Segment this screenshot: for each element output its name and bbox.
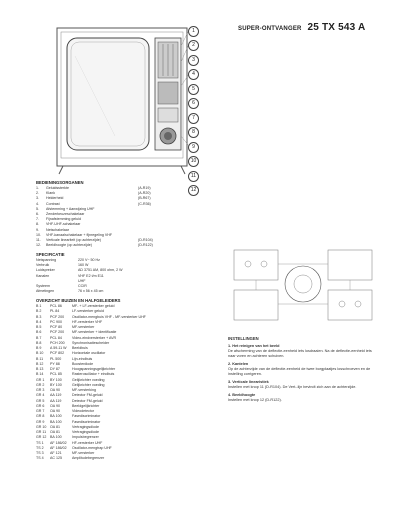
list-item: 2. Klank (A-R20) <box>36 191 151 196</box>
table-cell: BA 100 <box>50 435 62 440</box>
table-cell: B 8 <box>36 340 42 345</box>
list-item: 12. Beeldhoogte (op achterzijde) (D-R122) <box>36 243 153 248</box>
table-cell: HF-versterker UHF <box>72 440 103 445</box>
table-cell: MF-versterker <box>72 451 95 455</box>
table-cell: MF-versterker + identificatie <box>72 330 117 335</box>
table-cell: GR 8 <box>36 414 45 419</box>
table-cell: B 9 <box>36 346 42 350</box>
table-cell: PL 84 <box>50 309 60 314</box>
table-cell: AF 186/02 <box>50 445 67 450</box>
callout-3: 3 <box>188 53 204 68</box>
table-cell: PCL 86 <box>50 304 62 308</box>
table-row <box>36 456 182 461</box>
table-cell: B 10 <box>36 351 44 356</box>
table-cell: Oscillator-mengtrap UHF <box>72 445 112 450</box>
table-cell: PCF 80 <box>50 325 63 329</box>
table-cell: B 7 <box>36 335 42 340</box>
spec-list <box>36 258 123 294</box>
callout-10: 10 <box>188 155 204 170</box>
table-cell: Hoogspanningsgelijkrichter <box>72 367 116 371</box>
list-item: 4. Beeldhoogte Instellen met knop 12 (D-R122). <box>228 393 282 402</box>
table-cell: BA 100 <box>50 414 62 419</box>
list-item: 5. Afstemming + Aanwijzing UHF <box>36 206 95 211</box>
table-cell: MF- + LF-versterker geluid <box>72 304 115 308</box>
tubes-table <box>36 304 182 462</box>
list-item: Netspanning 220 V~ 50 Hz <box>36 258 100 262</box>
callout-4: 4 <box>188 68 204 83</box>
table-cell: OA 81 <box>50 430 60 434</box>
table-cell: Beeldgelijkrichter <box>72 403 100 408</box>
table-cell: GR 4 <box>36 393 45 398</box>
list-item: 1. Geluidssterkte (A-R19) <box>36 186 151 190</box>
callout-8: 8 <box>188 126 204 141</box>
callout-9: 9 <box>188 140 204 155</box>
list-item: 11. Verticale lineariteit (op achterzijde) (D-R104) <box>36 238 153 243</box>
table-cell: GR 6 <box>36 403 45 408</box>
list-item: Verbruik 160 W <box>36 263 89 268</box>
table-cell: Boosterdiode <box>72 361 94 366</box>
table-cell: Gelijkrichter voeding <box>72 382 105 387</box>
table-cell: BY 100 <box>50 377 62 382</box>
list-item: Luidspreker AD 3751 AM, 800 ohm, 2 W <box>36 268 123 273</box>
table-cell: AF 121 <box>50 451 62 455</box>
table-cell: TS 4 <box>36 456 44 461</box>
table-cell: MF-versterking <box>72 388 96 392</box>
callout-12: 12 <box>188 184 204 199</box>
table-cell: DY 87 <box>50 367 60 371</box>
table-cell: Videodetector <box>72 409 95 413</box>
controls-heading: BEDIENINGSORGANEN <box>36 180 84 185</box>
list-item: 9. Netschakelaar <box>36 227 69 232</box>
callout-7: 7 <box>188 111 204 126</box>
callout-5: 5 <box>188 82 204 97</box>
table-cell: AA 119 <box>50 393 62 398</box>
table-cell: Detector FM-geluid <box>72 398 103 403</box>
list-item: 4. Contrast (C-R36) <box>36 201 151 206</box>
table-cell: Video-eindversterker + AVR <box>72 335 117 340</box>
list-item: 1. Het reinigen van het beeld De afscherming van de deflectie-eenheid iets losdraaien. Na de deflectie-eenheid iets naar voren en achteren schuiven. <box>228 344 372 358</box>
list-item: 3. Helderheid (B-R67) <box>36 196 151 201</box>
list-item: UHF <box>78 278 86 283</box>
table-cell: GR 12 <box>36 435 47 440</box>
table-cell: B 12 <box>36 361 44 366</box>
table-cell: BY 100 <box>50 382 62 387</box>
table-cell: Vertragingsdiode <box>72 430 99 434</box>
table-cell: Horizontale oscillator <box>72 351 106 356</box>
table-cell: GR 2 <box>36 382 45 387</box>
table-cell: Fasediscriminator <box>72 419 101 424</box>
tv-front-illustration <box>55 26 190 176</box>
instructions-list <box>228 344 378 403</box>
controls-list <box>36 186 178 248</box>
title-prefix: SUPER-ONTVANGER <box>238 26 302 32</box>
table-cell: PC 900 <box>50 319 62 324</box>
table-cell: GR 7 <box>36 409 45 413</box>
table-cell: B 5 <box>36 325 42 329</box>
spec-heading: SPECIFICATIE <box>36 252 65 257</box>
table-cell: MF-versterker <box>72 325 95 329</box>
table-cell: B 3 <box>36 314 42 319</box>
table-cell: PCF 802 <box>50 351 65 356</box>
table-cell: Oscillator-mengbuis VHF - MF-versterker UHF <box>72 314 146 319</box>
table-cell: HF-versterker VHF <box>72 319 103 324</box>
table-cell: GR 3 <box>36 388 45 392</box>
list-item: 6. Zenderkeuzeschakelaar <box>36 212 85 217</box>
table-cell: OA 90 <box>50 403 60 408</box>
callout-6: 6 <box>188 97 204 112</box>
table-cell: PCF 200 <box>50 330 65 335</box>
table-cell: Impulsbegrenzer <box>72 435 99 440</box>
table-cell: PY 88 <box>50 361 60 366</box>
table-cell: Lijn-eindbuis <box>72 356 93 361</box>
table-cell: Fasediscriminator <box>72 414 101 419</box>
table-cell: B 14 <box>36 372 44 377</box>
table-cell: GR 9 <box>36 419 45 424</box>
table-cell: PCL 85 <box>50 372 62 377</box>
list-item: Systeem CCIR <box>36 284 87 289</box>
tubes-heading: OVERZICHT BUIZEN EN HALFGELEIDERS <box>36 298 121 303</box>
table-cell: AC 125 <box>50 456 62 461</box>
callout-11: 11 <box>188 169 204 184</box>
table-cell: Amplitudebegrenzer <box>72 456 105 461</box>
table-cell: B 2 <box>36 309 42 314</box>
table-cell: AA 119 <box>50 398 62 403</box>
table-cell: TS 2 <box>36 445 44 450</box>
table-cell: Beeldbuis <box>72 346 88 350</box>
table-cell: OA 90 <box>50 409 60 413</box>
table-cell: B 1 <box>36 304 42 308</box>
table-cell: Gelijkrichter voeding <box>72 377 105 382</box>
list-item: Kanalen VHF E2 t/m E11 <box>36 273 104 278</box>
circuit-diagram <box>228 244 378 332</box>
list-item: 10. VHF-kanaalschakelaar + fijnregeling VHF <box>36 232 113 237</box>
table-cell: GR 1 <box>36 377 45 382</box>
table-cell: GR 10 <box>36 424 47 429</box>
table-cell: GR 5 <box>36 398 45 403</box>
list-item: 2. Kantelen Op de achterzijde van de deflectie-eenheid de twee borgplaatjes losschroeven en de instelling corrigeren. <box>228 362 371 376</box>
table-cell: OA 90 <box>50 388 60 392</box>
table-cell: PCH 200 <box>50 340 65 345</box>
table-cell: Rasteroscillator + eindbuis <box>72 372 115 377</box>
callout-2: 2 <box>188 39 204 54</box>
list-item: 8. VHF-UHF-schakelaar <box>36 222 81 227</box>
table-cell: TS 1 <box>36 440 44 445</box>
page-title <box>238 22 365 33</box>
table-cell: GR 11 <box>36 430 47 434</box>
table-cell: BA 100 <box>50 419 62 424</box>
table-cell: B 11 <box>36 356 44 361</box>
table-cell: Detector FM-geluid <box>72 393 103 398</box>
table-cell: Vertragingsdiode <box>72 424 99 429</box>
instructions-heading: INSTELLINGEN <box>228 336 259 341</box>
model-number: 25 TX 543 A <box>307 22 366 33</box>
table-cell: LF-versterker geluid <box>72 309 104 314</box>
table-cell: TS 3 <box>36 451 44 455</box>
table-cell: OA 81 <box>50 424 60 429</box>
table-cell: Synchronisatiescheider <box>72 340 110 345</box>
list-item: Afmetingen 76 x 56 x 45 cm <box>36 289 104 294</box>
table-cell: A 59-11 W <box>50 346 67 350</box>
list-item: 7. Fijnafstemming geluid <box>36 217 81 222</box>
table-cell: PL 500 <box>50 356 62 361</box>
table-cell: PCF 200 <box>50 314 65 319</box>
callout-1: 1 <box>188 24 204 39</box>
list-item: 3. Verticale linearistiek Instellen met knop 11 (D-R104). De Vert.-lijn bevindt zich aan de achterzijde. <box>228 380 357 389</box>
callout-column <box>188 24 204 198</box>
table-cell: B 4 <box>36 319 42 324</box>
table-cell: B 13 <box>36 367 44 371</box>
table-cell: B 6 <box>36 330 42 335</box>
table-cell: AF 186/02 <box>50 440 67 445</box>
table-cell: PCL 84 <box>50 335 62 340</box>
